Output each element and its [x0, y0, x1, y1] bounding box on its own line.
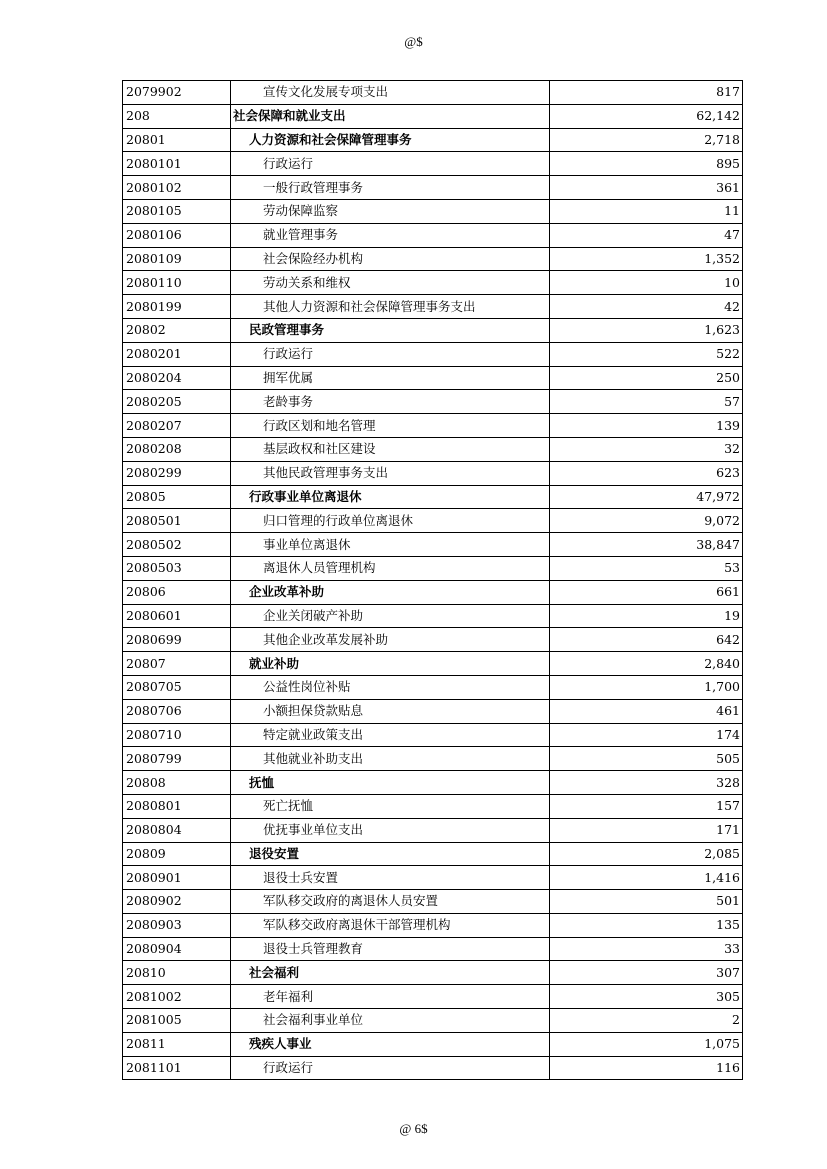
row-code: 2080204	[123, 366, 231, 390]
row-name: 老龄事务	[231, 390, 550, 414]
row-amount: 1,700	[550, 675, 743, 699]
row-code: 2080207	[123, 414, 231, 438]
expenditure-table	[122, 80, 743, 1080]
row-code: 2080699	[123, 628, 231, 652]
table-row	[123, 104, 743, 128]
table-row	[123, 818, 743, 842]
row-code: 20806	[123, 580, 231, 604]
row-code: 2079902	[123, 81, 231, 105]
table-row	[123, 1009, 743, 1033]
row-code: 2080101	[123, 152, 231, 176]
row-amount: 250	[550, 366, 743, 390]
row-name: 劳动保障监察	[231, 199, 550, 223]
table-row	[123, 794, 743, 818]
row-code: 2080902	[123, 890, 231, 914]
row-code: 2080502	[123, 533, 231, 557]
row-name: 行政运行	[231, 1056, 550, 1080]
row-amount: 522	[550, 342, 743, 366]
row-amount: 305	[550, 985, 743, 1009]
row-code: 2080106	[123, 223, 231, 247]
row-code: 2080201	[123, 342, 231, 366]
row-name: 行政事业单位离退休	[231, 485, 550, 509]
row-code: 2080501	[123, 509, 231, 533]
row-amount: 19	[550, 604, 743, 628]
table-row	[123, 271, 743, 295]
row-name: 社会福利事业单位	[231, 1009, 550, 1033]
table-row	[123, 866, 743, 890]
row-amount: 116	[550, 1056, 743, 1080]
table-row	[123, 199, 743, 223]
row-amount: 501	[550, 890, 743, 914]
row-amount: 505	[550, 747, 743, 771]
row-amount: 1,416	[550, 866, 743, 890]
row-code: 2080199	[123, 295, 231, 319]
table-row	[123, 1056, 743, 1080]
row-name: 行政运行	[231, 152, 550, 176]
table-row	[123, 890, 743, 914]
row-amount: 139	[550, 414, 743, 438]
row-code: 2080299	[123, 461, 231, 485]
row-name: 优抚事业单位支出	[231, 818, 550, 842]
table-row	[123, 533, 743, 557]
table-row	[123, 699, 743, 723]
table-row	[123, 485, 743, 509]
table-row	[123, 366, 743, 390]
row-name: 行政运行	[231, 342, 550, 366]
row-name: 就业补助	[231, 652, 550, 676]
table-row	[123, 342, 743, 366]
table-row	[123, 152, 743, 176]
table-row	[123, 390, 743, 414]
row-name: 退役安置	[231, 842, 550, 866]
row-code: 20808	[123, 771, 231, 795]
table-row	[123, 556, 743, 580]
row-name: 抚恤	[231, 771, 550, 795]
row-code: 2080804	[123, 818, 231, 842]
row-name: 就业管理事务	[231, 223, 550, 247]
row-name: 军队移交政府离退休干部管理机构	[231, 913, 550, 937]
row-code: 2080705	[123, 675, 231, 699]
row-code: 2080109	[123, 247, 231, 271]
row-name: 公益性岗位补贴	[231, 675, 550, 699]
row-name: 归口管理的行政单位离退休	[231, 509, 550, 533]
row-code: 2080601	[123, 604, 231, 628]
row-amount: 2,085	[550, 842, 743, 866]
table-row	[123, 652, 743, 676]
row-code: 2080710	[123, 723, 231, 747]
row-code: 20810	[123, 961, 231, 985]
table-row	[123, 985, 743, 1009]
row-amount: 11	[550, 199, 743, 223]
row-name: 其他人力资源和社会保障管理事务支出	[231, 295, 550, 319]
table-row	[123, 604, 743, 628]
row-name: 基层政权和社区建设	[231, 437, 550, 461]
table-row	[123, 913, 743, 937]
row-amount: 32	[550, 437, 743, 461]
table-row	[123, 747, 743, 771]
table-row	[123, 81, 743, 105]
row-amount: 642	[550, 628, 743, 652]
row-name: 小额担保贷款贴息	[231, 699, 550, 723]
row-amount: 57	[550, 390, 743, 414]
row-amount: 1,352	[550, 247, 743, 271]
row-amount: 157	[550, 794, 743, 818]
row-name: 拥军优属	[231, 366, 550, 390]
row-name: 一般行政管理事务	[231, 176, 550, 200]
row-code: 20802	[123, 318, 231, 342]
row-code: 2080706	[123, 699, 231, 723]
row-name: 离退休人员管理机构	[231, 556, 550, 580]
row-name: 退役士兵管理教育	[231, 937, 550, 961]
row-amount: 1,623	[550, 318, 743, 342]
row-code: 2081002	[123, 985, 231, 1009]
row-amount: 171	[550, 818, 743, 842]
row-code: 20801	[123, 128, 231, 152]
row-code: 2081005	[123, 1009, 231, 1033]
row-code: 2080801	[123, 794, 231, 818]
row-amount: 2	[550, 1009, 743, 1033]
row-name: 军队移交政府的离退休人员安置	[231, 890, 550, 914]
row-amount: 135	[550, 913, 743, 937]
row-amount: 1,075	[550, 1032, 743, 1056]
row-amount: 10	[550, 271, 743, 295]
row-code: 2080799	[123, 747, 231, 771]
row-name: 死亡抚恤	[231, 794, 550, 818]
table-row	[123, 675, 743, 699]
row-code: 2080102	[123, 176, 231, 200]
row-name: 其他就业补助支出	[231, 747, 550, 771]
row-name: 行政区划和地名管理	[231, 414, 550, 438]
row-code: 20811	[123, 1032, 231, 1056]
row-code: 2080904	[123, 937, 231, 961]
expenditure-table-body	[123, 81, 743, 1080]
row-amount: 661	[550, 580, 743, 604]
table-row	[123, 247, 743, 271]
row-code: 20809	[123, 842, 231, 866]
row-name: 人力资源和社会保障管理事务	[231, 128, 550, 152]
page-footer: @ 6$	[399, 1121, 428, 1136]
table-row	[123, 1032, 743, 1056]
table-row	[123, 318, 743, 342]
row-amount: 9,072	[550, 509, 743, 533]
row-amount: 62,142	[550, 104, 743, 128]
table-row	[123, 937, 743, 961]
table-row	[123, 223, 743, 247]
row-amount: 895	[550, 152, 743, 176]
row-amount: 47,972	[550, 485, 743, 509]
row-name: 社会保险经办机构	[231, 247, 550, 271]
row-name: 社会保障和就业支出	[231, 104, 550, 128]
row-code: 20805	[123, 485, 231, 509]
table-row	[123, 580, 743, 604]
table-row	[123, 842, 743, 866]
row-code: 208	[123, 104, 231, 128]
row-amount: 623	[550, 461, 743, 485]
row-amount: 174	[550, 723, 743, 747]
table-row	[123, 509, 743, 533]
row-name: 事业单位离退休	[231, 533, 550, 557]
row-code: 2080110	[123, 271, 231, 295]
table-row	[123, 461, 743, 485]
table-row	[123, 628, 743, 652]
row-amount: 2,840	[550, 652, 743, 676]
row-amount: 38,847	[550, 533, 743, 557]
row-name: 特定就业政策支出	[231, 723, 550, 747]
row-amount: 307	[550, 961, 743, 985]
row-amount: 328	[550, 771, 743, 795]
row-name: 民政管理事务	[231, 318, 550, 342]
table-row	[123, 128, 743, 152]
row-code: 2080503	[123, 556, 231, 580]
row-amount: 2,718	[550, 128, 743, 152]
table-row	[123, 723, 743, 747]
row-name: 宣传文化发展专项支出	[231, 81, 550, 105]
row-code: 2080903	[123, 913, 231, 937]
row-code: 2080208	[123, 437, 231, 461]
row-code: 2080205	[123, 390, 231, 414]
table-row	[123, 437, 743, 461]
row-amount: 33	[550, 937, 743, 961]
row-amount: 53	[550, 556, 743, 580]
row-name: 残疾人事业	[231, 1032, 550, 1056]
row-name: 社会福利	[231, 961, 550, 985]
row-amount: 817	[550, 81, 743, 105]
table-row	[123, 176, 743, 200]
row-name: 其他企业改革发展补助	[231, 628, 550, 652]
row-amount: 461	[550, 699, 743, 723]
row-code: 2081101	[123, 1056, 231, 1080]
row-code: 2080901	[123, 866, 231, 890]
row-code: 20807	[123, 652, 231, 676]
page-header: @$	[404, 34, 423, 49]
row-amount: 361	[550, 176, 743, 200]
row-name: 劳动关系和维权	[231, 271, 550, 295]
table-row	[123, 295, 743, 319]
row-name: 老年福利	[231, 985, 550, 1009]
row-name: 其他民政管理事务支出	[231, 461, 550, 485]
row-name: 企业关闭破产补助	[231, 604, 550, 628]
table-row	[123, 771, 743, 795]
row-amount: 42	[550, 295, 743, 319]
row-code: 2080105	[123, 199, 231, 223]
row-name: 退役士兵安置	[231, 866, 550, 890]
row-amount: 47	[550, 223, 743, 247]
row-name: 企业改革补助	[231, 580, 550, 604]
table-row	[123, 961, 743, 985]
table-row	[123, 414, 743, 438]
